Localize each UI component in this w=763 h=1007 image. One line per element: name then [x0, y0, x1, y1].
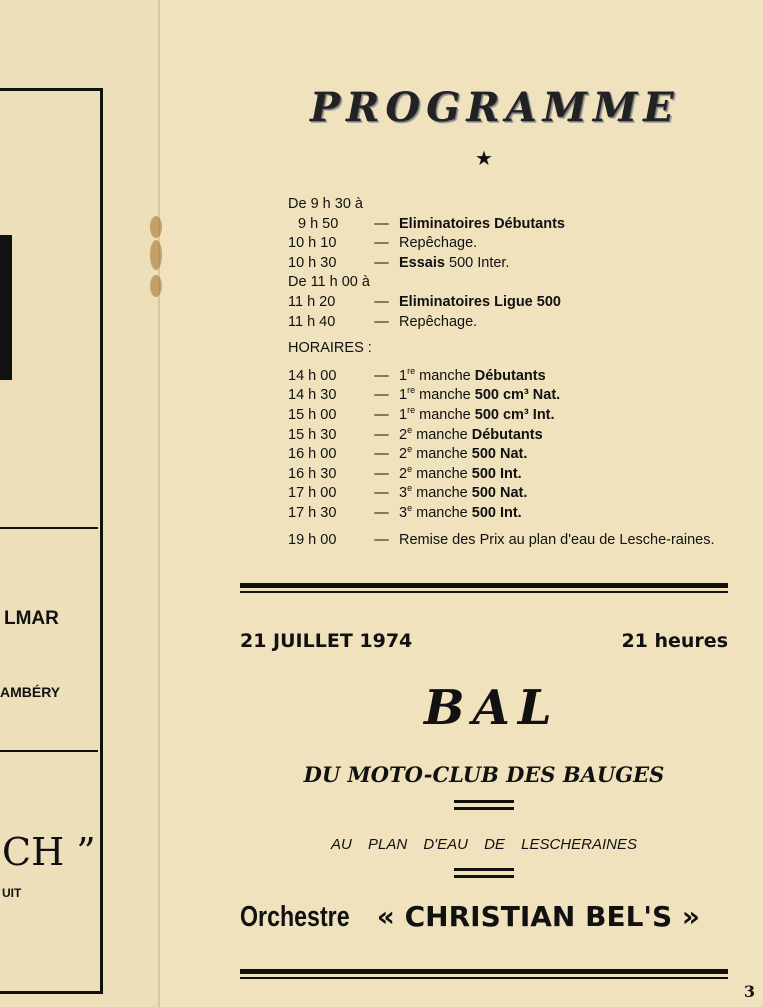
- schedule-time: 11 h 20: [288, 293, 336, 310]
- schedule-row: [288, 215, 763, 235]
- schedule-dash: —: [374, 293, 389, 310]
- schedule-row: 14 h 00 — 1re manche Débutants: [288, 365, 546, 384]
- schedule-row: [288, 254, 763, 274]
- schedule-row: 14 h 30 — 1re manche 500 cm³ Nat.: [288, 385, 561, 404]
- orchestra-word: Orchestre: [240, 901, 350, 933]
- schedule-row: 17 h 30 — 3e manche 500 Int.: [288, 503, 522, 521]
- left-page-text-ambery: AMBÉRY: [0, 684, 61, 700]
- schedule-activity: Eliminatoires Débutants: [399, 215, 565, 232]
- schedule-activity-bold: Essais: [399, 254, 445, 271]
- divider-bottom: [240, 969, 728, 974]
- schedule-time: De 9 h 30 à: [288, 196, 363, 212]
- schedule-row: [288, 293, 763, 313]
- stain: [150, 216, 162, 238]
- schedule-dash: —: [374, 531, 389, 548]
- stain: [150, 275, 162, 297]
- schedule-time: 10 h 10: [288, 235, 337, 252]
- divider-top-thin: [240, 591, 728, 593]
- left-page-text-uit: UIT: [2, 886, 22, 900]
- page-title: PROGRAMME: [310, 84, 680, 131]
- schedule-dash: —: [374, 313, 389, 330]
- schedule-row: [288, 313, 763, 333]
- schedule-time: 9 h 50: [298, 215, 339, 232]
- event-bal-heading: BAL: [424, 680, 560, 736]
- event-club: DU MOTO-CLUB DES BAUGES: [303, 762, 665, 787]
- divider-bottom-thin: [240, 977, 728, 979]
- event-hour: 21 heures: [621, 630, 728, 652]
- schedule-activity: Remise des Prix au plan d'eau de Lesche-raines.: [399, 531, 715, 548]
- right-page: [162, 0, 763, 1007]
- event-place: AU PLAN D'EAU DE LESCHERAINES: [331, 836, 637, 853]
- schedule-activity: Repêchage.: [399, 235, 478, 252]
- event-orchestra: [240, 900, 728, 934]
- left-page-divider: [0, 527, 98, 529]
- schedule-activity: 500 Inter.: [449, 254, 510, 271]
- schedule-time: 11 h 40: [288, 313, 336, 330]
- left-page-text-lmar: LMAR: [4, 608, 59, 629]
- schedule-dash: —: [374, 215, 389, 232]
- schedule-row: 15 h 30 — 2e manche Débutants: [288, 424, 543, 443]
- schedule-dash: —: [374, 254, 389, 271]
- orchestra-band: « CHRISTIAN BEL'S »: [376, 900, 700, 933]
- schedule-row: [288, 195, 763, 215]
- short-rule: [454, 875, 514, 878]
- schedule-time: 10 h 30: [288, 254, 337, 271]
- event-date: 21 JUILLET 1974: [240, 630, 413, 652]
- schedule-row: 16 h 30 — 2e manche 500 Int.: [288, 463, 522, 482]
- short-rule: [454, 800, 514, 803]
- short-rule: [454, 807, 514, 810]
- page-number: 3: [743, 982, 755, 1001]
- left-page-divider: [0, 750, 98, 752]
- left-page-black-block: [0, 235, 12, 380]
- schedule-row-closing: [288, 531, 763, 551]
- short-rule: [454, 868, 514, 871]
- schedule-row: 15 h 00 — 1re manche 500 cm³ Int.: [288, 405, 555, 423]
- event-dateline: [240, 630, 728, 652]
- schedule: [288, 195, 763, 550]
- divider-top: [240, 583, 728, 588]
- schedule-activity: Eliminatoires Ligue 500: [399, 293, 561, 310]
- schedule-time: De 11 h 00 à: [288, 274, 370, 291]
- star-icon: ★: [475, 148, 493, 170]
- stain: [150, 240, 162, 270]
- horaires-label: HORAIRES :: [288, 340, 372, 357]
- schedule-row: [288, 234, 763, 254]
- left-page-text-ch: CH ”: [2, 830, 96, 874]
- schedule-row: [288, 273, 763, 293]
- schedule-row: 16 h 00 — 2e manche 500 Nat.: [288, 444, 528, 463]
- schedule-row: 17 h 00 — 3e manche 500 Nat.: [288, 483, 528, 502]
- schedule-dash: —: [374, 235, 389, 252]
- schedule-activity: Repêchage.: [399, 313, 478, 330]
- left-page: [0, 0, 160, 1007]
- schedule-time: 19 h 00: [288, 531, 337, 548]
